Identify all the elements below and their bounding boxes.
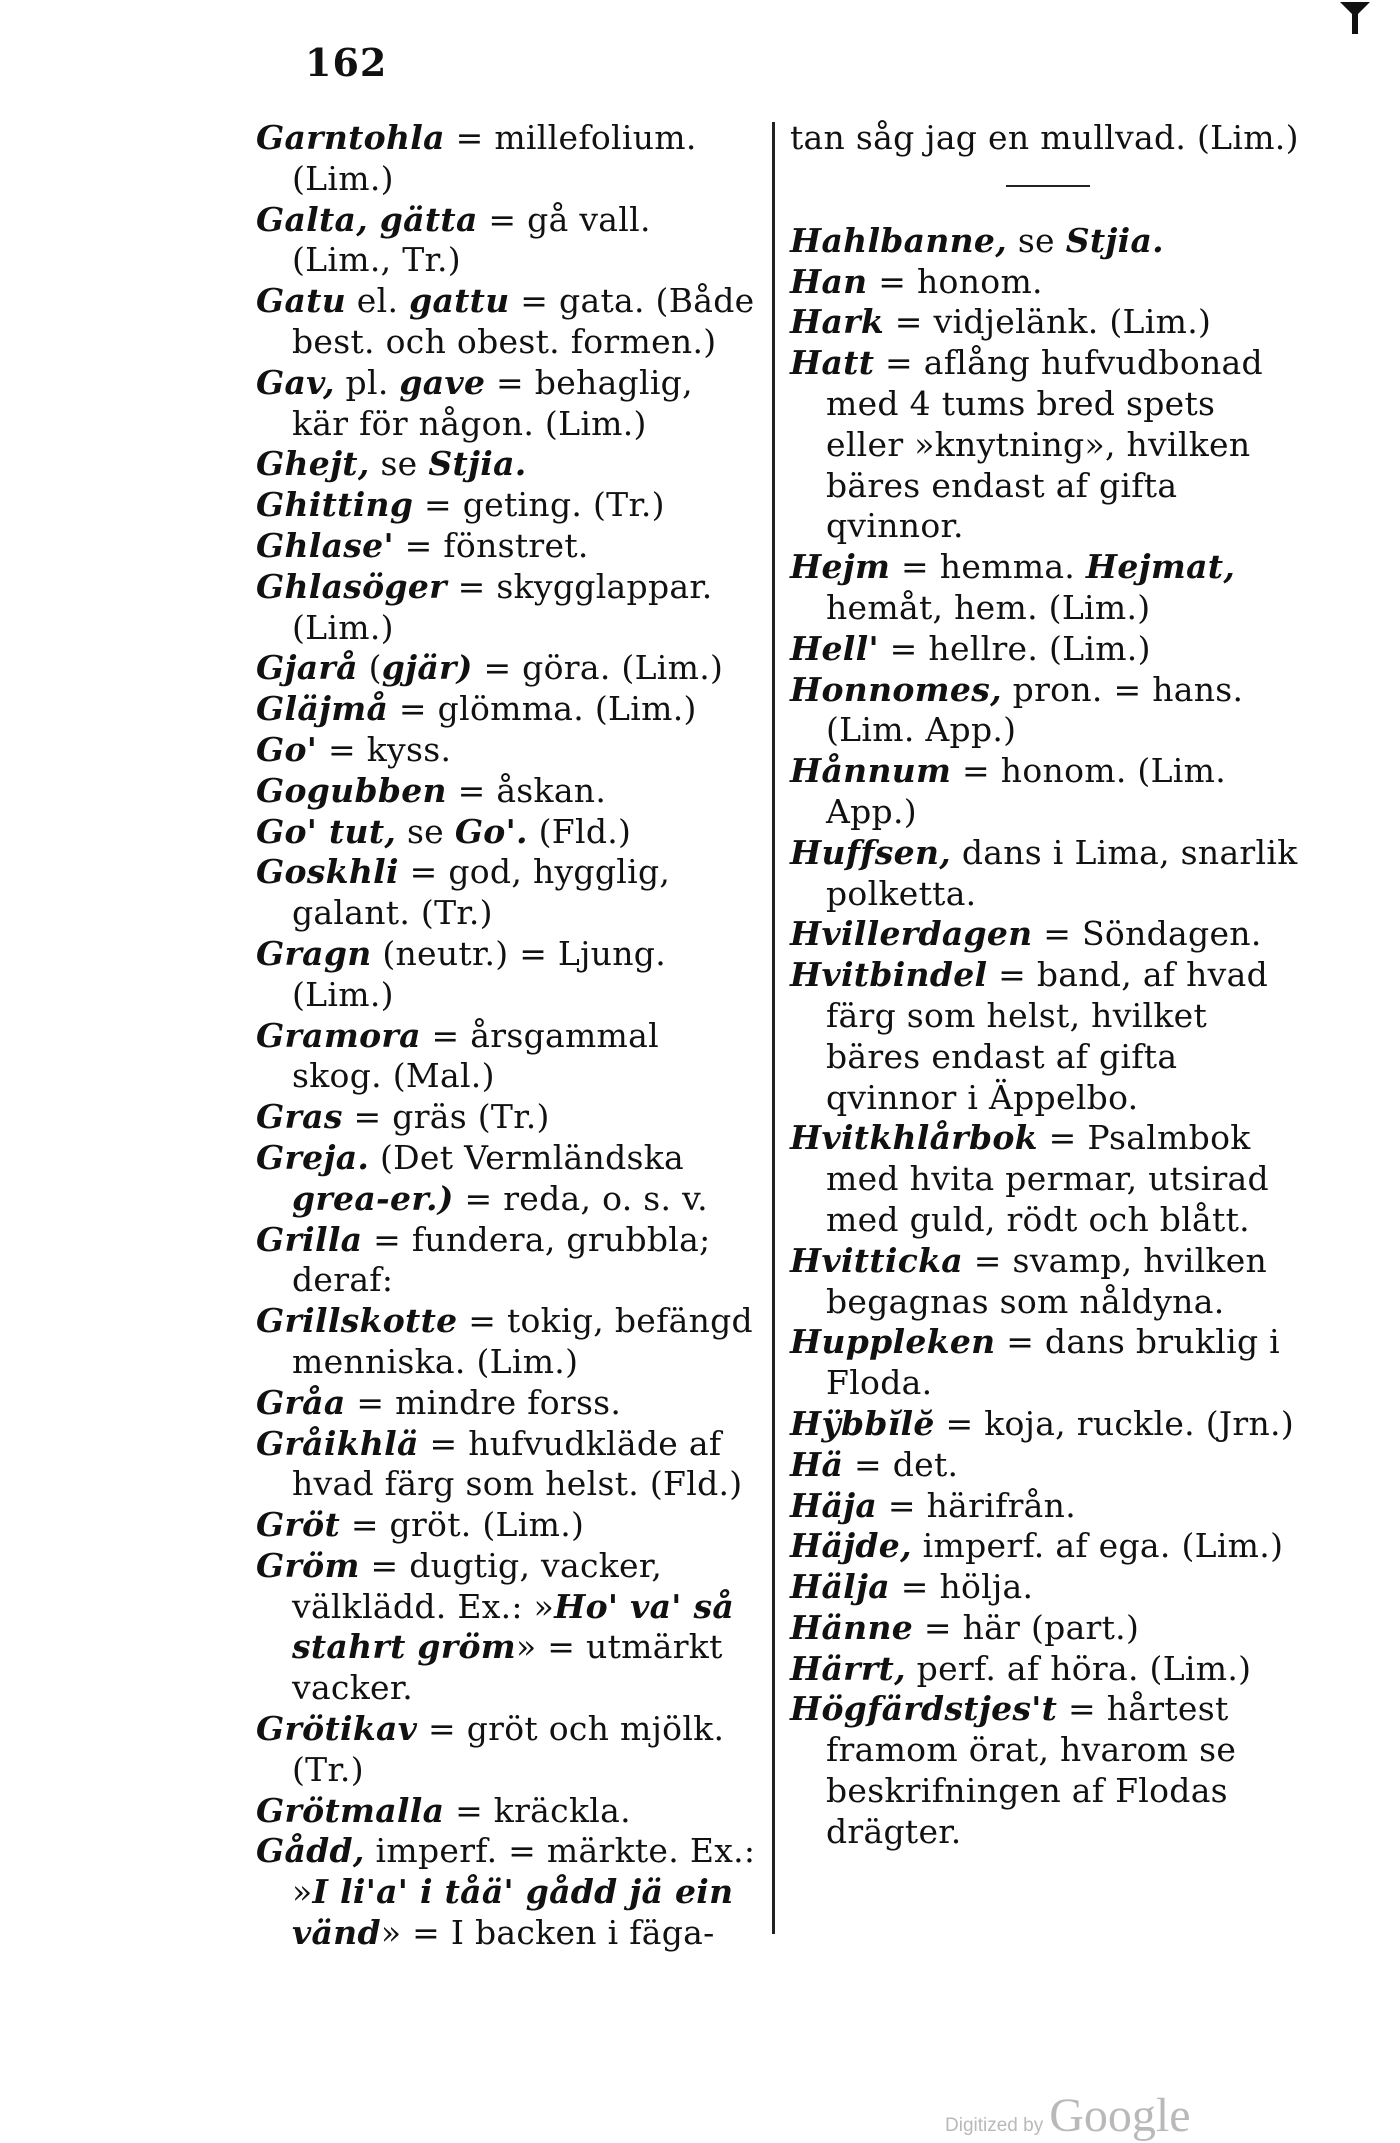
entry-headword-secondary: Stjia. xyxy=(1065,220,1164,260)
right-entries xyxy=(790,221,1302,1853)
dictionary-entry xyxy=(256,689,756,730)
entry-definition: = kyss. xyxy=(317,729,452,769)
dictionary-entry xyxy=(790,955,1302,1118)
entry-headword: Hark xyxy=(790,302,885,342)
dictionary-entry xyxy=(790,1445,1302,1486)
dictionary-entry xyxy=(256,1709,756,1791)
entry-headword: Han xyxy=(790,261,868,301)
entry-headword: Hälja xyxy=(790,1567,890,1607)
entry-headword: Gråikhlä xyxy=(256,1423,419,1463)
dictionary-entry xyxy=(790,629,1302,670)
dictionary-entry xyxy=(256,1138,756,1220)
dictionary-entry xyxy=(256,1220,756,1302)
dictionary-entry xyxy=(790,221,1302,262)
entry-definition: = dugtig, vacker, välklädd. Ex.: » xyxy=(292,1545,663,1626)
entry-headword: Hell' xyxy=(790,628,879,668)
entry-headword: Hejm xyxy=(790,547,891,587)
entry-definition: = gröt och mjölk. (Tr.) xyxy=(292,1709,725,1789)
dictionary-entry xyxy=(790,343,1302,547)
entry-headword: Hvillerdagen xyxy=(790,914,1033,954)
left-column xyxy=(256,118,756,1954)
entry-definition: = det. xyxy=(843,1444,959,1484)
entry-headword: Hånnum xyxy=(790,751,952,791)
entry-headword: Hänne xyxy=(790,1607,914,1647)
entry-definition: = vidjelänk. (Lim.) xyxy=(884,302,1212,342)
entry-headword: Härrt, xyxy=(790,1648,906,1688)
entry-definition-continued: = reda, o. s. v. xyxy=(453,1178,708,1218)
entry-definition: = fundera, grubbla; deraf: xyxy=(292,1219,711,1300)
dictionary-entry xyxy=(256,1301,756,1383)
entry-definition: imperf. af ega. (Lim.) xyxy=(911,1526,1284,1566)
dictionary-entry xyxy=(790,1118,1302,1240)
entry-definition: = skygglappar. (Lim.) xyxy=(292,566,713,647)
entry-definition: = gräs (Tr.) xyxy=(342,1097,550,1137)
entry-headword: Grötikav xyxy=(256,1709,418,1749)
entry-headword-secondary: Hejmat, xyxy=(1085,547,1236,587)
entry-definition: = fönstret. xyxy=(393,525,589,565)
entry-headword: Huppleken xyxy=(790,1322,996,1362)
entry-definition: perf. af höra. (Lim.) xyxy=(905,1648,1252,1688)
entry-headword: Hÿbbĭlĕ xyxy=(790,1403,935,1443)
entry-definition: = svamp, hvilken begagnas som nåldyna. xyxy=(826,1240,1268,1321)
dictionary-entry xyxy=(256,852,756,934)
section-rule xyxy=(1006,185,1090,187)
entry-definition-continued: = göra. (Lim.) xyxy=(472,648,724,688)
continuation-text: tan såg jag en mullvad. (Lim.) xyxy=(790,118,1299,157)
entry-headword: Grötmalla xyxy=(256,1790,445,1830)
entry-definition: = gröt. (Lim.) xyxy=(340,1505,585,1545)
entry-headword: Ghlase' xyxy=(256,525,394,565)
entry-definition: = hårtest framom örat, hvarom se beskrifningen af Flodas drägter. xyxy=(826,1689,1237,1851)
entry-headword: Gras xyxy=(256,1097,343,1137)
dictionary-entry xyxy=(256,444,756,485)
entry-headword: Hahlbanne, xyxy=(790,220,1008,260)
dictionary-entry xyxy=(256,1016,756,1098)
entry-definition: pl. xyxy=(334,362,400,402)
entry-headword-secondary: Go'. xyxy=(454,811,528,851)
dictionary-entry xyxy=(790,914,1302,955)
dictionary-entry xyxy=(256,1791,756,1832)
dictionary-entry xyxy=(256,118,756,200)
entry-definition: = koja, ruckle. (Jrn.) xyxy=(934,1403,1295,1443)
dictionary-entry xyxy=(790,1486,1302,1527)
entry-definition: se xyxy=(396,811,455,851)
dictionary-entry xyxy=(790,1526,1302,1567)
entry-definition: = mindre forss. xyxy=(345,1382,622,1422)
entry-headword-secondary: grea-er.) xyxy=(292,1178,454,1218)
entry-headword: Garntohla xyxy=(256,118,445,157)
entry-definition: = åskan. xyxy=(446,770,607,810)
entry-headword: Ghlasöger xyxy=(256,566,447,606)
dictionary-entry xyxy=(256,363,756,445)
entry-headword: Gatu xyxy=(256,281,347,321)
watermark-text: Digitized by xyxy=(945,2115,1044,2136)
entry-definition: = hölja. xyxy=(889,1567,1034,1607)
dictionary-entry xyxy=(256,281,756,363)
entry-definition: = Psalmbok med hvita permar, utsirad med guld, rödt och blått. xyxy=(826,1118,1269,1239)
entry-definition: = glömma. (Lim.) xyxy=(388,689,697,729)
dictionary-entry xyxy=(256,771,756,812)
entry-definition: = honom. (Lim. App.) xyxy=(826,751,1227,831)
entry-definition: = honom. xyxy=(867,261,1043,301)
right-column xyxy=(790,118,1302,1853)
watermark-logo: Google xyxy=(1049,2089,1191,2142)
dictionary-entry xyxy=(790,1689,1302,1852)
dictionary-entry xyxy=(256,567,756,649)
entry-definition: = millefolium. (Lim.) xyxy=(292,118,697,198)
entry-headword: Gröm xyxy=(256,1545,360,1585)
dictionary-entry xyxy=(256,526,756,567)
dictionary-entry xyxy=(790,1567,1302,1608)
entry-headword: Go' xyxy=(256,729,318,769)
entry-definition: = Söndagen. xyxy=(1032,914,1262,954)
entry-headword: Gragn xyxy=(256,933,372,973)
dictionary-entry xyxy=(256,1505,756,1546)
dictionary-entry xyxy=(790,1649,1302,1690)
entry-definition: = hufvudkläde af hvad färg som helst. (Fld.) xyxy=(292,1423,743,1504)
dictionary-entry xyxy=(256,485,756,526)
entry-definition: se xyxy=(1007,220,1066,260)
entry-headword: Grillskotte xyxy=(256,1301,458,1341)
entry-definition: = tokig, befängd menniska. (Lim.) xyxy=(292,1301,753,1381)
entry-definition: = aflång hufvudbonad med 4 tums bred spets eller »knytning», hvilken bäres endast af gifta qvinnor. xyxy=(826,343,1263,546)
entry-headword: Hvitkhlårbok xyxy=(790,1118,1038,1158)
dictionary-entry xyxy=(790,1322,1302,1404)
entry-headword: Häja xyxy=(790,1485,878,1525)
entry-headword: Go' tut, xyxy=(256,811,397,851)
corner-mark-icon xyxy=(1338,0,1372,36)
entry-headword: Ghitting xyxy=(256,485,414,525)
dictionary-entry xyxy=(790,1241,1302,1323)
entry-definition: = geting. (Tr.) xyxy=(413,485,665,525)
entry-definition: ( xyxy=(357,648,382,688)
entry-headword: Högfärdstjes't xyxy=(790,1689,1058,1729)
dictionary-entry xyxy=(256,1546,756,1709)
dictionary-entry xyxy=(256,934,756,1016)
dictionary-entry xyxy=(256,812,756,853)
dictionary-entry xyxy=(790,751,1302,833)
watermark xyxy=(945,2088,1191,2143)
entry-headword: Huffsen, xyxy=(790,832,952,872)
entry-headword: Galta, gätta xyxy=(256,199,478,239)
dictionary-entry xyxy=(790,547,1302,629)
entry-headword: Hä xyxy=(790,1444,844,1484)
entry-definition-continued: » = I backen i fäga- xyxy=(380,1913,715,1953)
entry-headword: Honnomes, xyxy=(790,669,1002,709)
dictionary-entry xyxy=(256,648,756,689)
entry-headword: Ghejt, xyxy=(256,444,370,484)
entry-headword-secondary: gattu xyxy=(409,281,510,321)
entry-headword: Gramora xyxy=(256,1015,421,1055)
dictionary-entry xyxy=(790,670,1302,752)
entry-headword: Goskhli xyxy=(256,852,399,892)
entry-headword: Hvitbindel xyxy=(790,955,988,995)
entry-definition-continued: = behaglig, kär för någon. (Lim.) xyxy=(292,362,693,443)
entry-definition: = god, hygglig, galant. (Tr.) xyxy=(292,852,671,933)
entry-definition: pron. = hans. (Lim. App.) xyxy=(826,669,1244,750)
entry-definition: imperf. = märkte. Ex.: » xyxy=(292,1831,756,1912)
entry-headword-secondary: Stjia. xyxy=(428,444,527,484)
entry-definition: = hemma. xyxy=(890,547,1086,587)
dictionary-entry xyxy=(256,1831,756,1953)
dictionary-entry xyxy=(790,302,1302,343)
dictionary-entry xyxy=(256,200,756,282)
dictionary-entry xyxy=(790,1404,1302,1445)
entry-definition-continued: hemåt, hem. (Lim.) xyxy=(826,587,1151,627)
entry-definition: el. xyxy=(346,281,410,321)
entry-headword: Gjarå xyxy=(256,648,358,688)
entry-definition-continued: = gata. (Både best. och obest. formen.) xyxy=(292,281,755,361)
entry-headword: Gav, xyxy=(256,362,335,402)
entry-definition-continued: » = utmärkt vacker. xyxy=(292,1627,723,1708)
entry-headword-secondary: Ho' va' så stahrt gröm xyxy=(292,1586,735,1667)
page-number: 162 xyxy=(305,40,388,85)
dictionary-entry xyxy=(790,1608,1302,1649)
dictionary-entry xyxy=(256,1383,756,1424)
entry-headword: Hatt xyxy=(790,343,875,383)
entry-definition: dans i Lima, snarlik polketta. xyxy=(826,832,1298,913)
dictionary-entry xyxy=(790,262,1302,303)
entry-headword-secondary: gjär) xyxy=(381,648,473,688)
entry-headword: Gådd, xyxy=(256,1831,365,1871)
entry-definition: (Det Vermländska xyxy=(369,1137,685,1177)
entry-definition: = kräckla. xyxy=(444,1790,631,1830)
entry-headword: Häjde, xyxy=(790,1526,912,1566)
entry-headword: Grilla xyxy=(256,1219,363,1259)
entry-definition: = hellre. (Lim.) xyxy=(878,628,1151,668)
entry-headword: Gläjmå xyxy=(256,689,389,729)
entry-definition: = band, af hvad färg som helst, hvilket bäres endast af gifta qvinnor i Äppelbo. xyxy=(826,955,1269,1117)
entry-headword-secondary: I li'a' i tåä' gådd jä ein vänd xyxy=(292,1872,734,1953)
entry-headword: Gråa xyxy=(256,1382,346,1422)
entry-headword: Gröt xyxy=(256,1505,341,1545)
entry-definition: = gå vall. (Lim., Tr.) xyxy=(292,199,651,280)
dictionary-entry xyxy=(256,730,756,771)
entry-headword: Hvitticka xyxy=(790,1240,963,1280)
entry-definition: (neutr.) = Ljung. (Lim.) xyxy=(292,933,667,1014)
entry-definition-continued: (Fld.) xyxy=(527,811,632,851)
entry-definition: = härifrån. xyxy=(877,1485,1076,1525)
entry-headword-secondary: gave xyxy=(399,362,486,402)
column-divider xyxy=(772,122,775,1934)
dictionary-entry xyxy=(790,833,1302,915)
entry-definition: = dans bruklig i Floda. xyxy=(826,1322,1281,1403)
entry-headword: Gogubben xyxy=(256,770,447,810)
entry-definition: = här (part.) xyxy=(913,1607,1140,1647)
dictionary-entry xyxy=(256,1424,756,1506)
entry-headword: Greja. xyxy=(256,1137,370,1177)
entry-definition: se xyxy=(369,444,429,484)
entry-definition: = årsgammal skog. (Mal.) xyxy=(292,1015,659,1096)
dictionary-entry xyxy=(256,1097,756,1138)
